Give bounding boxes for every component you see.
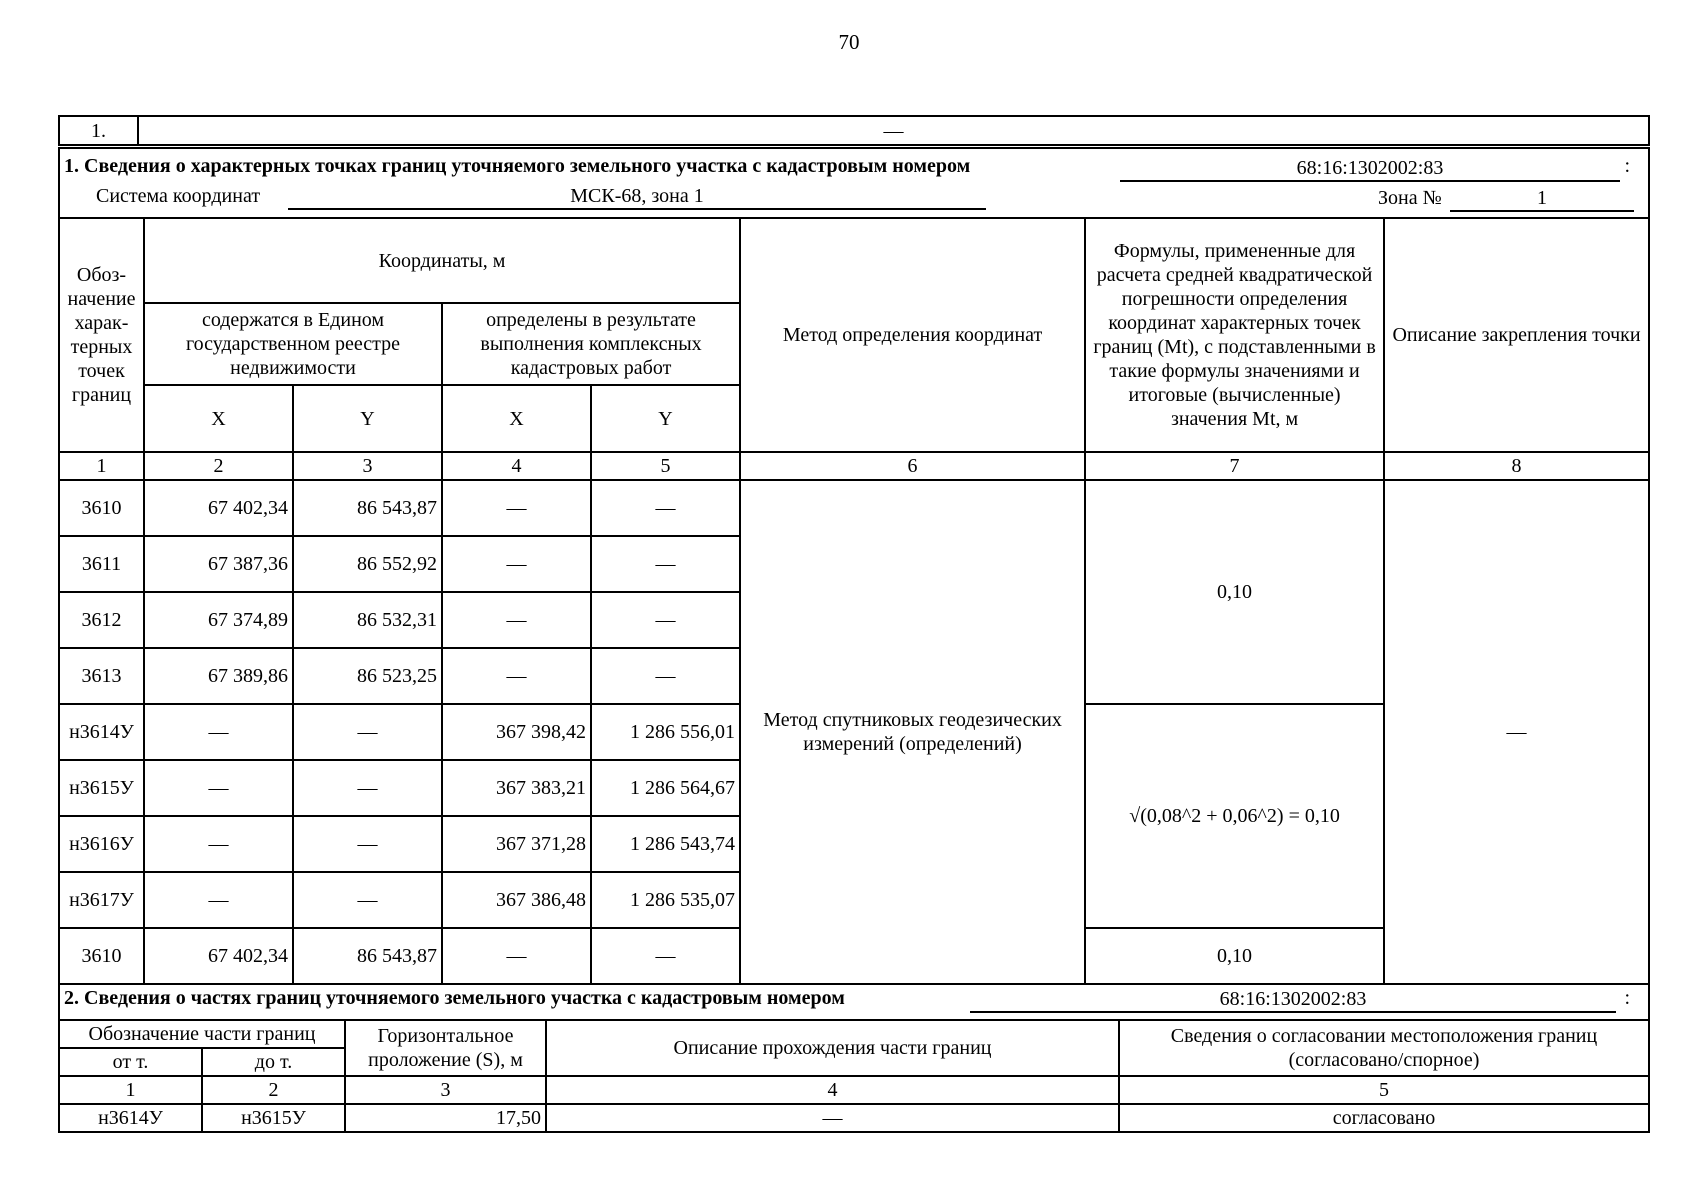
zone-value: 1 [1450,187,1634,212]
fixing-value: — [1384,480,1649,984]
top-row-value: — [138,116,1649,145]
x-egrn: 67 389,86 [144,648,293,704]
y-kkr: 1 286 535,07 [591,872,740,928]
page-number: 70 [838,30,860,54]
y-kkr: 1 286 543,74 [591,816,740,872]
header-to: до т. [202,1048,345,1076]
col-number: 3 [345,1076,546,1104]
zone-label: Зона № [1378,187,1442,209]
table-row [59,480,1649,536]
y-egrn: 86 523,25 [293,648,442,704]
header-description: Описание прохождения части границ [546,1020,1119,1076]
part-approval: согласовано [1119,1104,1649,1132]
y-egrn: 86 532,31 [293,592,442,648]
col-number: 1 [59,1076,202,1104]
table-row [59,1104,1649,1132]
col-number: 3 [293,452,442,480]
col-number: 2 [202,1076,345,1104]
section2-header [58,985,1650,1019]
point-name: 3610 [59,480,144,536]
y-kkr: — [591,928,740,984]
x-egrn: — [144,760,293,816]
x-egrn: — [144,816,293,872]
section2-title: 2. Сведения о частях границ уточняемого земельного участка с кадастровым номером [64,987,845,1009]
part-description: — [546,1104,1119,1132]
x-egrn: 67 402,34 [144,928,293,984]
y-egrn: — [293,704,442,760]
header-x-egrn: X [144,385,293,452]
x-kkr: — [442,928,591,984]
y-egrn: — [293,760,442,816]
header-fixing: Описание закрепления точки [1384,218,1649,452]
y-kkr: 1 286 556,01 [591,704,740,760]
section2-colon: : [1624,987,1630,1009]
section2-cadastral-number: 68:16:1302002:83 [970,988,1616,1013]
y-kkr: — [591,480,740,536]
boundary-parts-table [58,1019,1650,1133]
point-name: н3615У [59,760,144,816]
x-egrn: 67 402,34 [144,480,293,536]
x-kkr: — [442,592,591,648]
col-number: 5 [591,452,740,480]
header-y-complex: Y [591,385,740,452]
point-name: 3612 [59,592,144,648]
col-number: 4 [546,1076,1119,1104]
header-y-egrn: Y [293,385,442,452]
col-number: 6 [740,452,1085,480]
header-horizontal: Горизонтальное проложение (S), м [345,1020,546,1076]
point-name: н3614У [59,704,144,760]
part-to: н3615У [202,1104,345,1132]
point-name: 3610 [59,928,144,984]
x-kkr: — [442,536,591,592]
y-egrn: — [293,816,442,872]
top-row-table [58,115,1650,146]
y-kkr: — [591,592,740,648]
point-name: 3613 [59,648,144,704]
header-formulas: Формулы, примененные для расчета средней квадратической погрешности определения координат характерных точек границ (Mt), с подставленными в такие формулы значениями и итоговые (вычисленные) значения Mt, м [1085,218,1384,452]
point-name: 3611 [59,536,144,592]
header-designation: Обоз-начение харак-терных точек границ [59,218,144,452]
x-kkr: — [442,648,591,704]
top-row-number: 1. [59,116,138,145]
col-number: 7 [1085,452,1384,480]
header-method: Метод определения координат [740,218,1085,452]
col-number: 4 [442,452,591,480]
point-name: н3617У [59,872,144,928]
mt-last: 0,10 [1085,928,1384,984]
x-kkr: 367 371,28 [442,816,591,872]
header-x-complex: X [442,385,591,452]
x-egrn: 67 387,36 [144,536,293,592]
y-egrn: 86 543,87 [293,928,442,984]
col-number: 8 [1384,452,1649,480]
point-name: н3616У [59,816,144,872]
section1-header [58,147,1650,217]
y-egrn: — [293,872,442,928]
header-approval: Сведения о согласовании местоположения границ (согласовано/спорное) [1119,1020,1649,1076]
mt-formula: √(0,08^2 + 0,06^2) = 0,10 [1085,704,1384,928]
x-egrn: — [144,872,293,928]
part-length: 17,50 [345,1104,546,1132]
section1-cadastral-number: 68:16:1302002:83 [1120,157,1620,182]
x-egrn: 67 374,89 [144,592,293,648]
col-number: 2 [144,452,293,480]
header-egrn: содержатся в Едином государственном реестре недвижимости [144,303,442,385]
y-egrn: 86 543,87 [293,480,442,536]
x-egrn: — [144,704,293,760]
section1-colon: : [1624,155,1630,177]
column-numbers-row [59,452,1649,480]
column-numbers-row [59,1076,1649,1104]
x-kkr: 367 383,21 [442,760,591,816]
coord-system-value: МСК-68, зона 1 [288,185,986,210]
y-kkr: — [591,536,740,592]
header-coordinates: Координаты, м [144,218,740,303]
y-kkr: 1 286 564,67 [591,760,740,816]
header-complex: определены в результате выполнения комплексных кадастровых работ [442,303,740,385]
part-from: н3614У [59,1104,202,1132]
x-kkr: 367 386,48 [442,872,591,928]
section1-title: 1. Сведения о характерных точках границ уточняемого земельного участка с кадастровым номером [64,155,971,177]
col-number: 1 [59,452,144,480]
x-kkr: 367 398,42 [442,704,591,760]
mt-first: 0,10 [1085,480,1384,704]
x-kkr: — [442,480,591,536]
points-table [58,217,1650,985]
y-kkr: — [591,648,740,704]
col-number: 5 [1119,1076,1649,1104]
y-egrn: 86 552,92 [293,536,442,592]
header-from: от т. [59,1048,202,1076]
method-value: Метод спутниковых геодезических измерений (определений) [740,480,1085,984]
coord-system-label: Система координат [96,185,261,207]
header-part-designation: Обозначение части границ [59,1020,345,1048]
